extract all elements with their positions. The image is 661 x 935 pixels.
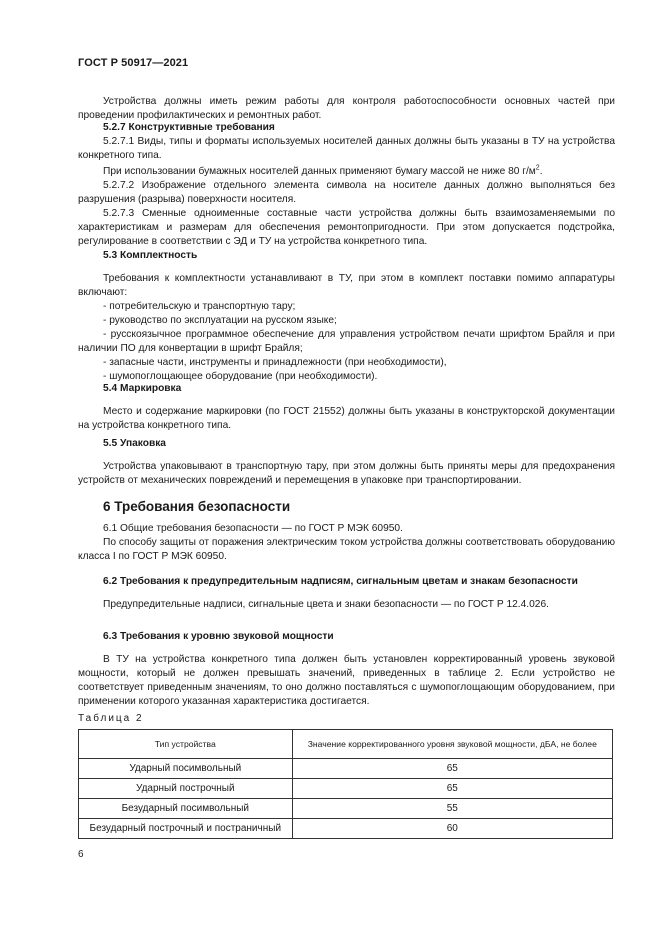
intro-paragraph: Устройства должны иметь режим работы для контроля работоспособности основных частей при проведении профилактических и ремонтных работ. (78, 96, 615, 121)
paragraph: 5.2.7.3 Сменные одноименные составные части устройства должны быть взаимозаменяемыми по характеристикам и размерам для обеспечения ремонтопригодности. При этом допускается подстройка, регулирование в соответствии с ЭД и ТУ на устройства конкретного типа. (78, 208, 615, 247)
list-item: - потребительскую и транспортную тару; (103, 301, 296, 312)
standard-header: ГОСТ Р 50917—2021 (78, 57, 189, 69)
paragraph: Место и содержание маркировки (по ГОСТ 21552) должны быть указаны в конструкторской документации на устройства конкретного типа. (78, 406, 615, 431)
list-item: - шумопоглощающее оборудование (при необходимости). (103, 371, 378, 382)
paragraph: Устройства упаковывают в транспортную тару, при этом должны быть приняты меры для предохранения устройств от механических повреждений и перемещения в упаковке при транспортировании. (78, 461, 615, 486)
paragraph: При использовании бумажных носителей данных применяют бумагу массой не ниже 80 $г/м^2$. (103, 164, 543, 177)
section-heading: 5.2.7 Конструктивные требования (103, 122, 275, 133)
section-heading: 5.3 Комплектность (103, 250, 198, 261)
sound-power-table (78, 729, 613, 839)
table-row (79, 779, 613, 799)
table-cell: 60 (292, 819, 612, 839)
paragraph: 6.1 Общие требования безопасности — по ГОСТ Р МЭК 60950. (103, 523, 403, 534)
table-row (79, 819, 613, 839)
section-5-3 (78, 249, 615, 384)
paragraph: 5.2.7.1 Виды, типы и форматы используемых носителей данных должны быть указаны в ТУ на устройства конкретного типа. (78, 136, 615, 161)
table-caption: Таблица 2 (78, 713, 144, 724)
column-header: Тип устройства (79, 730, 293, 759)
page-number: 6 (78, 849, 84, 860)
table-cell: 55 (292, 799, 612, 819)
paragraph: 5.2.7.2 Изображение отдельного элемента символа на носителе данных должно выполняться без разрушения (разрыва) поверхности носителя. (78, 180, 615, 205)
table-cell: Безударный посимвольный (79, 799, 293, 819)
section-6-heading: 6 Требования безопасности (103, 499, 291, 514)
section-5-2-7 (78, 121, 615, 249)
section-6-3 (78, 630, 615, 709)
section-6-2 (78, 575, 615, 612)
section-heading: 6.2 Требования к предупредительным надписям, сигнальным цветам и знакам безопасности (103, 576, 578, 587)
section-heading: 5.4 Маркировка (103, 383, 182, 394)
section-heading: 5.5 Упаковка (103, 438, 166, 449)
table-cell: Безударный построчный и постраничный (79, 819, 293, 839)
list-item: - руководство по эксплуатации на русском языке; (103, 315, 337, 326)
table-cell: 65 (292, 779, 612, 799)
section-heading: 6.3 Требования к уровню звуковой мощности (103, 631, 334, 642)
table-header-row (79, 730, 613, 759)
table-row (79, 759, 613, 779)
paragraph: В ТУ на устройства конкретного типа должен быть установлен корректированный уровень звуковой мощности, который не должен превышать значений, приведенных в таблице 2. Если устройство не соответствует приведенным значениям, то оно должно поставляться с шумопоглощающим оборудованием, при применении которого указанная характеристика достигается. (78, 654, 615, 707)
paragraph: Предупредительные надписи, сигнальные цвета и знаки безопасности — по ГОСТ Р 12.4.026. (103, 599, 549, 610)
table-cell: Ударный посимвольный (79, 759, 293, 779)
paragraph: Требования к комплектности устанавливают в ТУ, при этом в комплект поставки помимо аппаратуры включают: (78, 273, 615, 298)
list-item: - русскоязычное программное обеспечение для управления устройством печати шрифтом Брайля и при наличии ПО для конвертации в шрифт Брайля; (78, 329, 615, 354)
section-5-4 (78, 382, 615, 433)
list-item: - запасные части, инструменты и принадлежности (при необходимости), (103, 357, 447, 368)
section-6-1 (78, 522, 615, 564)
table-row (79, 799, 613, 819)
paragraph: По способу защиты от поражения электрическим током устройства должны соответствовать оборудованию класса I по ГОСТ Р МЭК 60950. (78, 537, 615, 562)
table-cell: Ударный построчный (79, 779, 293, 799)
section-5-5 (78, 437, 615, 488)
column-header: Значение корректированного уровня звуковой мощности, дБА, не более (292, 730, 612, 759)
table-cell: 65 (292, 759, 612, 779)
